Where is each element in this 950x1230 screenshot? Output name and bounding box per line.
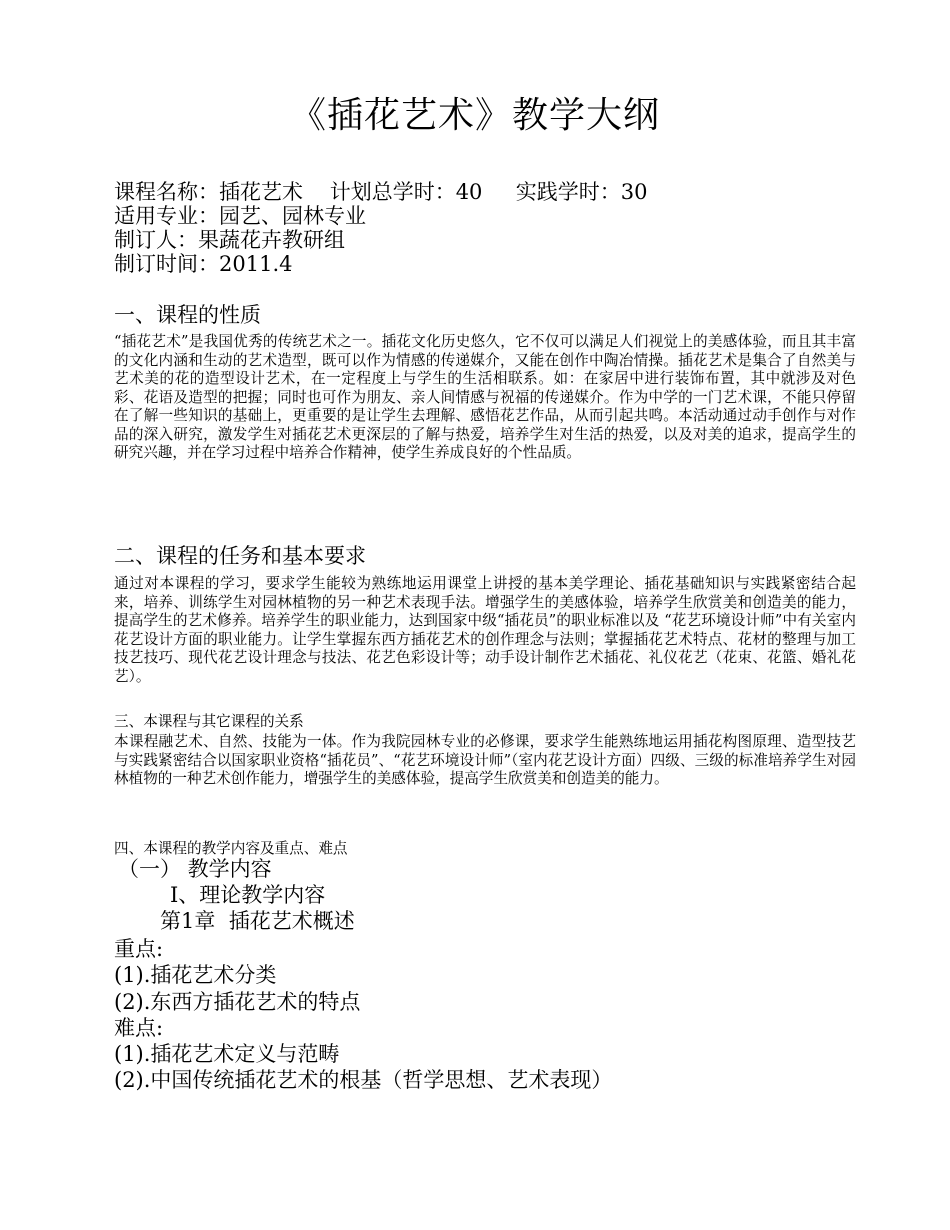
section-body-tasks: 通过对本课程的学习，要求学生能较为熟练地运用课堂上讲授的基本美学理论、插花基础知识与实践紧密结合起来，培养、训练学生对园林植物的另一种艺术表现手法。增强学生的美感体验，培养学生欣赏美和创造美的能力，提高学生的艺术修养。培养学生的职业能力，达到国家中级“插花员”的职业标准以及 “花艺环境设计师”中有关室内花艺设计方面的职业能力。让学生掌握东西方插花艺术的创作理念与法则；掌握插花艺术特点、花材的整理与加工技艺技巧、现代花艺设计理念与技法、花艺色彩设计等；动手设计制作艺术插花、礼仪花艺（花束、花篮、婚礼花艺）。	[114, 575, 856, 685]
document-title: 《插花艺术》教学大纲	[289, 95, 660, 136]
section-heading-nature: 一、课程的性质	[114, 303, 261, 327]
section-heading-tasks: 二、课程的任务和基本要求	[114, 544, 366, 568]
major-line: 适用专业：园艺、园林专业	[114, 204, 366, 228]
key-points-list	[114, 936, 612, 1094]
date-line: 制订时间：2011.4	[114, 252, 293, 276]
subheading-teaching-content: （一） 教学内容	[118, 857, 272, 881]
author-line: 制订人：果蔬花卉教研组	[114, 228, 345, 252]
difficulty-item: (1).插花艺术定义与范畴	[114, 1042, 340, 1067]
section-heading-relations: 三、本课程与其它课程的关系	[114, 713, 304, 730]
difficulty-item: (2).中国传统插花艺术的根基（哲学思想、艺术表现）	[114, 1068, 613, 1093]
difficulties-label: 难点:	[114, 1015, 164, 1040]
section-body-nature: “插花艺术”是我国优秀的传统艺术之一。插花文化历史悠久，它不仅可以满足人们视觉上的美感体验，而且其丰富的文化内涵和生动的艺术造型，既可以作为情感的传递媒介，又能在创作中陶冶情操。插花艺术是集合了自然美与艺术美的花的造型设计艺术，在一定程度上与学生的生活相联系。如：在家居中进行装饰布置，其中就涉及对色彩、花语及造型的把握；同时也可作为朋友、亲人间情感与祝福的传递媒介。作为中学的一门艺术课，不能只停留在了解一些知识的基础上，更重要的是让学生去理解、感悟花艺作品，从而引起共鸣。本活动通过动手创作与对作品的深入研究，激发学生对插花艺术更深层的了解与热爱，培养学生对生活的热爱，以及对美的追求，提高学生的研究兴趣，并在学习过程中培养合作精神，使学生养成良好的个性品质。	[114, 333, 856, 461]
course-name-line: 课程名称：插花艺术 计划总学时：40 实践学时：30	[114, 180, 648, 204]
key-point-item: (1).插花艺术分类	[114, 963, 277, 988]
course-info	[114, 180, 648, 276]
subheading-theory-content: Ⅰ、理论教学内容	[170, 883, 326, 907]
key-point-item: (2).东西方插花艺术的特点	[114, 989, 361, 1014]
section-body-relations: 本课程融艺术、自然、技能为一体。作为我院园林专业的必修课，要求学生能熟练地运用插花构图原理、造型技艺与实践紧密结合以国家职业资格“插花员”、“花艺环境设计师”（室内花艺设计方面）四级、三级的标准培养学生对园林植物的一种艺术创作能力，增强学生的美感体验，提高学生欣赏美和创造美的能力。	[114, 733, 856, 787]
section-heading-content: 四、本课程的教学内容及重点、难点	[114, 840, 348, 857]
chapter-title: 第1章 插花艺术概述	[160, 909, 355, 933]
key-points-label: 重点:	[114, 937, 164, 961]
